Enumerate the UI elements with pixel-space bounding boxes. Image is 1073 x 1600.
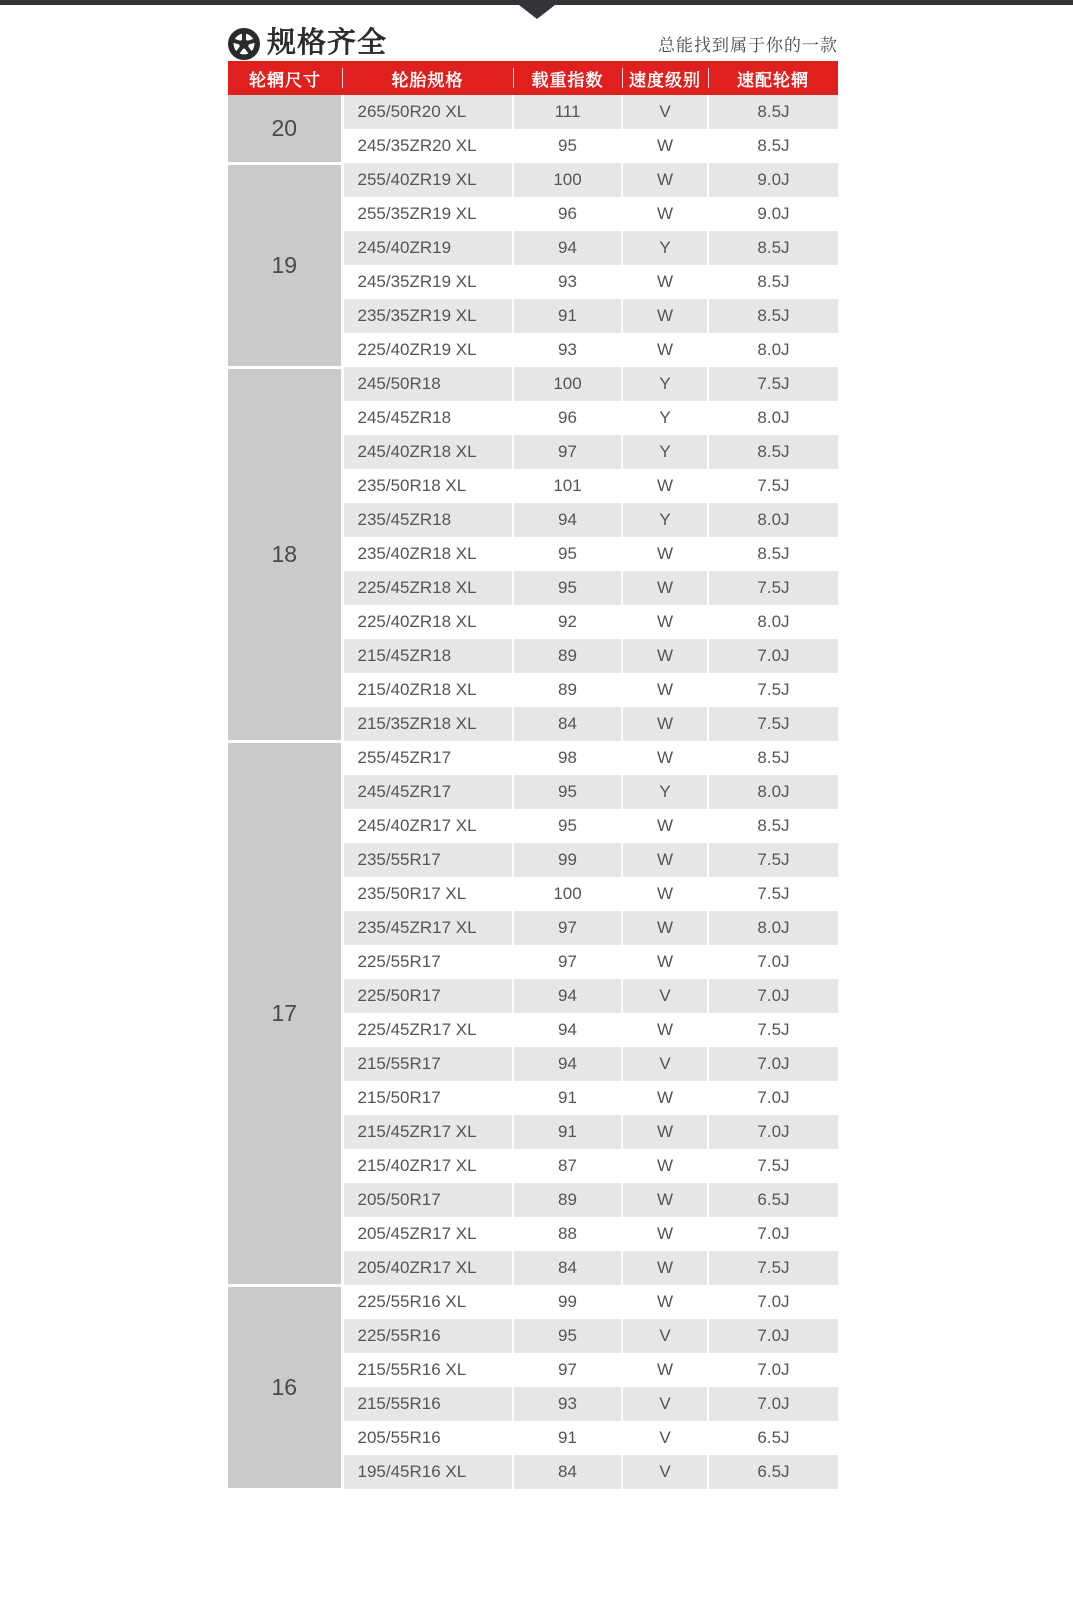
speed-rating-cell: W — [622, 129, 708, 163]
table-header — [228, 61, 838, 95]
load-index-cell: 100 — [513, 877, 622, 911]
header-row — [228, 61, 838, 95]
speed-rating-cell: V — [622, 1455, 708, 1489]
load-index-cell: 91 — [513, 1421, 622, 1455]
rim-width-cell: 8.5J — [708, 435, 838, 469]
section-tagline: 总能找到属于你的一款 — [658, 36, 838, 55]
tire-spec-cell: 215/55R16 XL — [342, 1353, 513, 1387]
rim-width-cell: 8.5J — [708, 809, 838, 843]
column-header-wheel-size: 轮辋尺寸 — [228, 61, 342, 95]
load-index-cell: 89 — [513, 1183, 622, 1217]
tire-spec-cell: 215/40ZR18 XL — [342, 673, 513, 707]
speed-rating-cell: Y — [622, 435, 708, 469]
load-index-cell: 84 — [513, 1455, 622, 1489]
load-index-cell: 100 — [513, 367, 622, 401]
load-index-cell: 96 — [513, 401, 622, 435]
load-index-cell: 97 — [513, 1353, 622, 1387]
rim-width-cell: 7.5J — [708, 877, 838, 911]
tire-spec-cell: 225/55R17 — [342, 945, 513, 979]
speed-rating-cell: W — [622, 571, 708, 605]
rim-width-cell: 7.0J — [708, 1285, 838, 1319]
speed-rating-cell: V — [622, 1319, 708, 1353]
load-index-cell: 94 — [513, 231, 622, 265]
tire-spec-cell: 235/45ZR17 XL — [342, 911, 513, 945]
column-header-speed-rating: 速度级别 — [622, 61, 708, 95]
rim-width-cell: 6.5J — [708, 1421, 838, 1455]
title-wrap — [228, 27, 387, 60]
speed-rating-cell: W — [622, 911, 708, 945]
speed-rating-cell: W — [622, 1285, 708, 1319]
section-title: 规格齐全 — [267, 27, 388, 59]
tire-spec-cell: 225/40ZR18 XL — [342, 605, 513, 639]
load-index-cell: 94 — [513, 979, 622, 1013]
load-index-cell: 93 — [513, 265, 622, 299]
rim-width-cell: 7.5J — [708, 673, 838, 707]
column-header-load-index: 载重指数 — [513, 61, 622, 95]
tire-spec-cell: 225/45ZR17 XL — [342, 1013, 513, 1047]
speed-rating-cell: V — [622, 95, 708, 129]
top-divider-bar — [0, 0, 1073, 5]
tire-spec-cell: 255/35ZR19 XL — [342, 197, 513, 231]
load-index-cell: 91 — [513, 1115, 622, 1149]
rim-width-cell: 7.0J — [708, 945, 838, 979]
rim-width-cell: 8.5J — [708, 265, 838, 299]
load-index-cell: 100 — [513, 163, 622, 197]
speed-rating-cell: W — [622, 673, 708, 707]
rim-width-cell: 8.5J — [708, 741, 838, 775]
rim-width-cell: 8.5J — [708, 129, 838, 163]
rim-width-cell: 8.0J — [708, 605, 838, 639]
speed-rating-cell: W — [622, 605, 708, 639]
tire-spec-cell: 245/45ZR17 — [342, 775, 513, 809]
wheel-size-cell: 18 — [228, 367, 342, 741]
rim-width-cell: 7.0J — [708, 1081, 838, 1115]
load-index-cell: 94 — [513, 503, 622, 537]
tire-spec-cell: 245/40ZR18 XL — [342, 435, 513, 469]
tire-spec-cell: 215/55R16 — [342, 1387, 513, 1421]
load-index-cell: 91 — [513, 1081, 622, 1115]
downward-triangle-icon — [519, 5, 555, 19]
section-header — [228, 27, 838, 60]
load-index-cell: 101 — [513, 469, 622, 503]
tire-spec-cell: 245/40ZR17 XL — [342, 809, 513, 843]
speed-rating-cell: V — [622, 979, 708, 1013]
load-index-cell: 96 — [513, 197, 622, 231]
tire-spec-cell: 195/45R16 XL — [342, 1455, 513, 1489]
column-header-rim-width: 速配轮辋 — [708, 61, 838, 95]
tire-spec-cell: 205/40ZR17 XL — [342, 1251, 513, 1285]
speed-rating-cell: W — [622, 1251, 708, 1285]
tire-spec-table — [228, 61, 838, 1491]
load-index-cell: 95 — [513, 129, 622, 163]
tire-spec-cell: 215/50R17 — [342, 1081, 513, 1115]
tire-spec-cell: 215/40ZR17 XL — [342, 1149, 513, 1183]
load-index-cell: 98 — [513, 741, 622, 775]
rim-width-cell: 7.0J — [708, 1115, 838, 1149]
wheel-size-cell: 19 — [228, 163, 342, 367]
speed-rating-cell: V — [622, 1421, 708, 1455]
load-index-cell: 91 — [513, 299, 622, 333]
load-index-cell: 99 — [513, 1285, 622, 1319]
tire-spec-cell: 235/40ZR18 XL — [342, 537, 513, 571]
speed-rating-cell: Y — [622, 367, 708, 401]
load-index-cell: 93 — [513, 333, 622, 367]
load-index-cell: 111 — [513, 95, 622, 129]
speed-rating-cell: W — [622, 809, 708, 843]
tire-spec-cell: 215/45ZR18 — [342, 639, 513, 673]
speed-rating-cell: W — [622, 1353, 708, 1387]
table-row — [228, 1285, 838, 1319]
speed-rating-cell: W — [622, 741, 708, 775]
speed-rating-cell: W — [622, 945, 708, 979]
speed-rating-cell: V — [622, 1387, 708, 1421]
column-header-tire-spec: 轮胎规格 — [342, 61, 513, 95]
speed-rating-cell: W — [622, 299, 708, 333]
rim-width-cell: 7.0J — [708, 1353, 838, 1387]
tire-spec-cell: 215/55R17 — [342, 1047, 513, 1081]
tire-spec-cell: 235/55R17 — [342, 843, 513, 877]
load-index-cell: 92 — [513, 605, 622, 639]
speed-rating-cell: V — [622, 1047, 708, 1081]
rim-width-cell: 8.0J — [708, 911, 838, 945]
rim-width-cell: 6.5J — [708, 1183, 838, 1217]
speed-rating-cell: W — [622, 1149, 708, 1183]
spec-section — [228, 27, 838, 1491]
load-index-cell: 95 — [513, 571, 622, 605]
tire-spec-cell: 245/35ZR20 XL — [342, 129, 513, 163]
tire-spec-cell: 225/50R17 — [342, 979, 513, 1013]
load-index-cell: 99 — [513, 843, 622, 877]
tire-spec-cell: 225/55R16 XL — [342, 1285, 513, 1319]
load-index-cell: 89 — [513, 673, 622, 707]
rim-width-cell: 9.0J — [708, 197, 838, 231]
speed-rating-cell: W — [622, 163, 708, 197]
rim-width-cell: 7.5J — [708, 571, 838, 605]
speed-rating-cell: W — [622, 1183, 708, 1217]
load-index-cell: 97 — [513, 911, 622, 945]
load-index-cell: 95 — [513, 775, 622, 809]
speed-rating-cell: Y — [622, 231, 708, 265]
load-index-cell: 95 — [513, 1319, 622, 1353]
rim-width-cell: 8.0J — [708, 775, 838, 809]
rim-width-cell: 7.5J — [708, 707, 838, 741]
rim-width-cell: 8.0J — [708, 503, 838, 537]
load-index-cell: 93 — [513, 1387, 622, 1421]
rim-width-cell: 7.5J — [708, 843, 838, 877]
tire-spec-cell: 235/45ZR18 — [342, 503, 513, 537]
tire-spec-cell: 205/55R16 — [342, 1421, 513, 1455]
rim-width-cell: 6.5J — [708, 1455, 838, 1489]
table-row — [228, 163, 838, 197]
speed-rating-cell: W — [622, 1013, 708, 1047]
tire-spec-cell: 225/55R16 — [342, 1319, 513, 1353]
wheel-size-cell: 16 — [228, 1285, 342, 1489]
tire-spec-cell: 255/45ZR17 — [342, 741, 513, 775]
tire-spec-cell: 215/45ZR17 XL — [342, 1115, 513, 1149]
rim-width-cell: 8.5J — [708, 95, 838, 129]
load-index-cell: 94 — [513, 1013, 622, 1047]
rim-width-cell: 8.5J — [708, 537, 838, 571]
speed-rating-cell: W — [622, 469, 708, 503]
tire-spec-cell: 225/40ZR19 XL — [342, 333, 513, 367]
tire-spec-cell: 245/50R18 — [342, 367, 513, 401]
speed-rating-cell: W — [622, 1115, 708, 1149]
speed-rating-cell: W — [622, 1081, 708, 1115]
speed-rating-cell: W — [622, 707, 708, 741]
table-body — [228, 95, 838, 1489]
load-index-cell: 97 — [513, 945, 622, 979]
speed-rating-cell: Y — [622, 401, 708, 435]
rim-width-cell: 7.0J — [708, 1387, 838, 1421]
rim-width-cell: 7.5J — [708, 367, 838, 401]
rim-width-cell: 7.5J — [708, 469, 838, 503]
tire-spec-cell: 245/45ZR18 — [342, 401, 513, 435]
rim-width-cell: 7.0J — [708, 639, 838, 673]
load-index-cell: 84 — [513, 1251, 622, 1285]
load-index-cell: 95 — [513, 537, 622, 571]
rim-width-cell: 9.0J — [708, 163, 838, 197]
rim-width-cell: 7.0J — [708, 1217, 838, 1251]
load-index-cell: 89 — [513, 639, 622, 673]
tire-spec-cell: 205/45ZR17 XL — [342, 1217, 513, 1251]
wheel-icon — [228, 28, 260, 60]
tire-spec-cell: 235/35ZR19 XL — [342, 299, 513, 333]
load-index-cell: 87 — [513, 1149, 622, 1183]
tire-spec-cell: 255/40ZR19 XL — [342, 163, 513, 197]
rim-width-cell: 8.5J — [708, 231, 838, 265]
tire-spec-cell: 265/50R20 XL — [342, 95, 513, 129]
speed-rating-cell: Y — [622, 775, 708, 809]
tire-spec-cell: 225/45ZR18 XL — [342, 571, 513, 605]
speed-rating-cell: W — [622, 639, 708, 673]
rim-width-cell: 7.0J — [708, 1047, 838, 1081]
tire-spec-cell: 215/35ZR18 XL — [342, 707, 513, 741]
rim-width-cell: 7.0J — [708, 1319, 838, 1353]
rim-width-cell: 8.5J — [708, 299, 838, 333]
speed-rating-cell: W — [622, 265, 708, 299]
rim-width-cell: 8.0J — [708, 333, 838, 367]
table-row — [228, 95, 838, 129]
speed-rating-cell: Y — [622, 503, 708, 537]
load-index-cell: 84 — [513, 707, 622, 741]
load-index-cell: 97 — [513, 435, 622, 469]
table-row — [228, 741, 838, 775]
speed-rating-cell: W — [622, 333, 708, 367]
rim-width-cell: 8.0J — [708, 401, 838, 435]
speed-rating-cell: W — [622, 843, 708, 877]
rim-width-cell: 7.5J — [708, 1149, 838, 1183]
load-index-cell: 95 — [513, 809, 622, 843]
speed-rating-cell: W — [622, 197, 708, 231]
table-row — [228, 367, 838, 401]
load-index-cell: 88 — [513, 1217, 622, 1251]
tire-spec-cell: 235/50R18 XL — [342, 469, 513, 503]
load-index-cell: 94 — [513, 1047, 622, 1081]
speed-rating-cell: W — [622, 877, 708, 911]
rim-width-cell: 7.5J — [708, 1013, 838, 1047]
wheel-size-cell: 17 — [228, 741, 342, 1285]
tire-spec-cell: 245/35ZR19 XL — [342, 265, 513, 299]
rim-width-cell: 7.5J — [708, 1251, 838, 1285]
tire-spec-cell: 245/40ZR19 — [342, 231, 513, 265]
tire-spec-cell: 235/50R17 XL — [342, 877, 513, 911]
wheel-size-cell: 20 — [228, 95, 342, 163]
speed-rating-cell: W — [622, 537, 708, 571]
speed-rating-cell: W — [622, 1217, 708, 1251]
tire-spec-cell: 205/50R17 — [342, 1183, 513, 1217]
rim-width-cell: 7.0J — [708, 979, 838, 1013]
